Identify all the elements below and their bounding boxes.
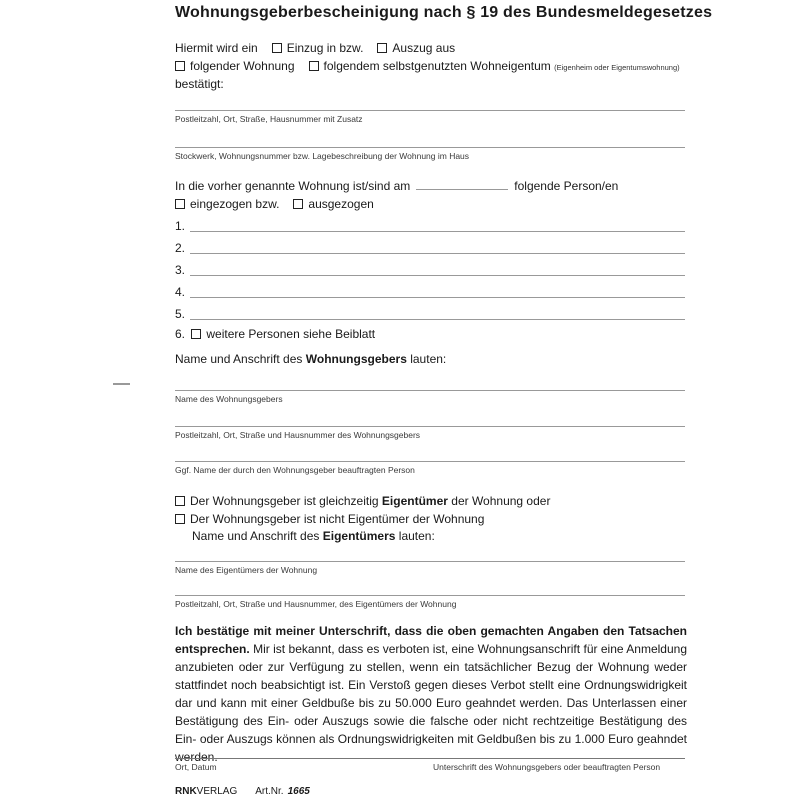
landlord-address-line[interactable] (175, 426, 685, 427)
landlord-agent-line[interactable] (175, 461, 685, 462)
landlord-name-label: Name des Wohnungsgebers (175, 394, 283, 404)
option-ausgezogen-label: ausgezogen (308, 197, 374, 211)
address-field-2-line[interactable] (175, 147, 685, 148)
landlord-heading-post: lauten: (410, 352, 447, 366)
declaration-body: Mir ist bekannt, dass es verboten ist, eine Wohnungsanschrift für eine Anmeldung anzubieten oder zur Verfügung zu stellen, wenn ein tatsächlicher Bezug der Wohnung weder stattfindet noch beabsichtigt ist. Ein Verstoß gegen dieses Verbot stellt eine Ordnungswidrigkeit dar und kann mit einer Geldbuße bis zu 50.000 Euro geahndet werden. Das Unterlassen einer Bestätigung des Ein- oder Auszugs sowie die falsche oder nicht rechtzeitige Bestätigung des Ein- oder Auszugs können als Ordnungswidrigkeiten mit Geldbußen bis zu 1.000 Euro geahndet werden. (175, 642, 687, 764)
signature-line[interactable] (175, 758, 685, 759)
article-number-value: 1665 (287, 786, 310, 797)
checkbox-weitere-personen[interactable] (191, 329, 201, 339)
person-row-3 (175, 262, 685, 276)
move-before-date: In die vorher genannte Wohnung ist/sind am (175, 179, 411, 193)
move-after-date: folgende Person/en (514, 179, 619, 193)
person-row-1 (175, 218, 685, 232)
person-number: 2. (175, 241, 186, 255)
fold-mark (113, 383, 130, 385)
move-line (175, 177, 618, 195)
owner-name-line[interactable] (175, 561, 685, 562)
owner-address-label: Postleitzahl, Ort, Straße und Hausnummer, des Eigentümers der Wohnung (175, 599, 457, 609)
option-einzug-label: Einzug in bzw. (286, 41, 364, 55)
person-number: 3. (175, 263, 186, 277)
owner-option-2-label: Der Wohnungsgeber ist nicht Eigentümer der Wohnung (190, 512, 485, 526)
person-number: 5. (175, 307, 186, 321)
option-wohnung-label: folgender Wohnung (190, 59, 295, 73)
person-row-6 (175, 325, 375, 343)
article-number-label: Art.Nr. (255, 786, 284, 797)
owner-option-1-bold: Eigentümer (381, 494, 448, 508)
declaration-bold-sentence: Ich bestätige mit meiner Unterschrift, dass die oben gemachten Angaben den Tatsachen entsprechen. (175, 624, 687, 656)
person-number: 4. (175, 285, 186, 299)
wohneigentum-note: (Eigenheim oder Eigentumswohnung) (554, 63, 680, 72)
person-row-4 (175, 284, 685, 298)
person-row-2 (175, 240, 685, 254)
owner-heading-pre: Name und Anschrift des (192, 529, 320, 543)
owner-option-1-pre: Der Wohnungsgeber ist gleichzeitig (190, 494, 379, 508)
owner-heading (192, 527, 435, 545)
person-2-field[interactable] (190, 253, 685, 254)
checkbox-auszug[interactable] (377, 43, 387, 53)
checkbox-einzug[interactable] (272, 43, 282, 53)
landlord-address-label: Postleitzahl, Ort, Straße und Hausnummer des Wohnungsgebers (175, 430, 421, 440)
bestaetigt-label: bestätigt: (175, 77, 224, 91)
checkbox-eingezogen[interactable] (175, 199, 185, 209)
person-number: 1. (175, 219, 186, 233)
weitere-personen-label: weitere Personen siehe Beiblatt (206, 327, 376, 341)
intro-line-2 (175, 57, 680, 77)
checkbox-owner-same[interactable] (175, 496, 185, 506)
person-row-5 (175, 306, 685, 320)
owner-heading-post: lauten: (398, 529, 435, 543)
checkbox-wohnung[interactable] (175, 61, 185, 71)
landlord-heading (175, 350, 446, 368)
option-eingezogen-label: eingezogen bzw. (190, 197, 280, 211)
intro-prefix: Hiermit wird ein (175, 41, 258, 55)
person-number: 6. (175, 327, 186, 341)
person-3-field[interactable] (190, 275, 685, 276)
owner-address-line[interactable] (175, 595, 685, 596)
page-title: Wohnungsgeberbescheinigung nach § 19 des Bundesmeldegesetzes (175, 4, 713, 21)
owner-option-1-post: der Wohnung oder (451, 494, 551, 508)
signature-left-label: Ort, Datum (175, 762, 217, 772)
person-1-field[interactable] (190, 231, 685, 232)
address-field-1-label: Postleitzahl, Ort, Straße, Hausnummer mit Zusatz (175, 114, 363, 124)
owner-heading-bold: Eigentümers (322, 529, 396, 543)
landlord-name-line[interactable] (175, 390, 685, 391)
landlord-heading-pre: Name und Anschrift des (175, 352, 303, 366)
address-field-2-label: Stockwerk, Wohnungsnummer bzw. Lagebeschreibung der Wohnung im Haus (175, 151, 470, 161)
person-4-field[interactable] (190, 297, 685, 298)
date-blank-field[interactable] (416, 177, 508, 190)
option-wohneigentum-label: folgendem selbstgenutzten Wohneigentum (323, 59, 551, 73)
person-5-field[interactable] (190, 319, 685, 320)
checkbox-ausgezogen[interactable] (293, 199, 303, 209)
move-checkbox-line (175, 195, 374, 213)
checkbox-owner-not[interactable] (175, 514, 185, 524)
checkbox-wohneigentum[interactable] (309, 61, 319, 71)
landlord-agent-label: Ggf. Name der durch den Wohnungsgeber beauftragten Person (175, 465, 415, 475)
publisher-footer (175, 786, 310, 797)
intro-line-1 (175, 39, 455, 57)
publisher-name-rest: VERLAG (196, 786, 238, 797)
signature-right-label: Unterschrift des Wohnungsgebers oder beauftragten Person (433, 762, 661, 772)
owner-option-2 (175, 510, 484, 528)
address-field-1-line[interactable] (175, 110, 685, 111)
publisher-name-bold: RNK (175, 786, 197, 797)
declaration-paragraph (175, 622, 687, 766)
owner-option-1 (175, 492, 550, 510)
owner-name-label: Name des Eigentümers der Wohnung (175, 565, 318, 575)
landlord-heading-bold: Wohnungsgebers (305, 352, 407, 366)
option-auszug-label: Auszug aus (392, 41, 456, 55)
